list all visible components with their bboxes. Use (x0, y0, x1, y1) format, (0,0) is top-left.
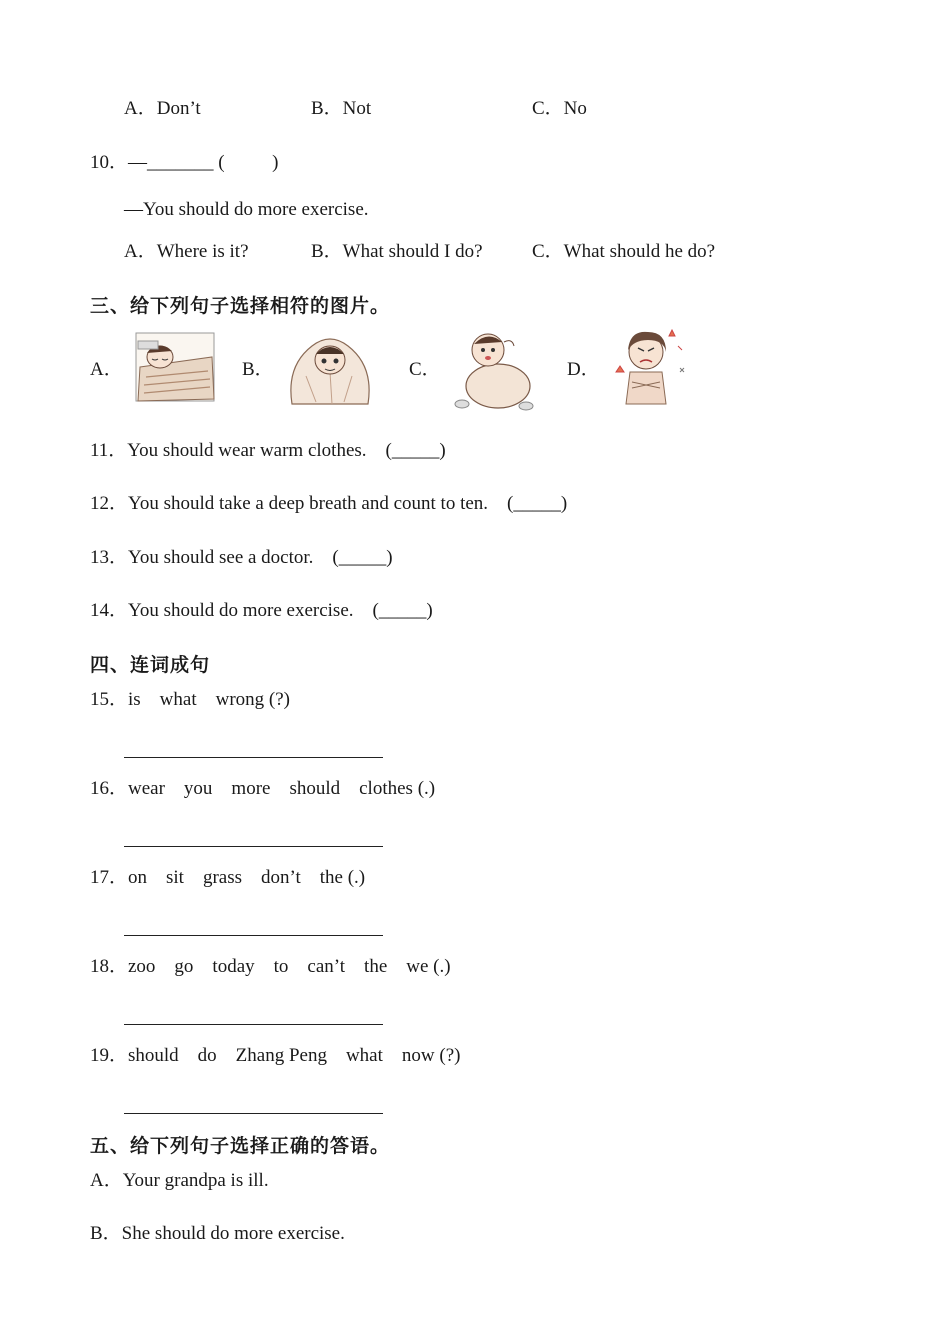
question-18: 18．zoo go today to can’t the we (.) (90, 956, 451, 977)
pic-label-c: C． (409, 359, 441, 380)
overweight-boy-image (448, 320, 542, 414)
answer-option-a: A．Your grandpa is ill. (90, 1170, 269, 1191)
cold-in-blanket-image (282, 326, 378, 408)
section5-heading: 五、给下列句子选择正确的答语。 (90, 1135, 391, 1157)
question-11: 11．You should wear warm clothes. (_____) (90, 440, 446, 461)
answer-line-15[interactable] (124, 757, 383, 758)
q10-option-a: A．Where is it? (124, 241, 249, 262)
q10-option-c: C．What should he do? (532, 241, 716, 262)
pic-label-a: A． (90, 359, 123, 380)
answer-line-17[interactable] (124, 935, 383, 936)
question-12: 12．You should take a deep breath and count to ten. (_____) (90, 493, 568, 514)
question-19: 19．should do Zhang Peng what now (?) (90, 1045, 461, 1066)
q9-option-c: C．No (532, 98, 587, 119)
pic-label-b: B． (242, 359, 274, 380)
q10-option-b: B．What should I do? (311, 241, 483, 262)
pic-label-d: D． (567, 359, 600, 380)
question-13: 13．You should see a doctor. (_____) (90, 547, 393, 568)
question-15: 15．is what wrong (?) (90, 689, 290, 710)
q10-stem: 10．—_______ ( ) (90, 152, 279, 173)
question-17: 17．on sit grass don’t the (.) (90, 867, 366, 888)
answer-line-19[interactable] (124, 1113, 383, 1114)
question-14: 14．You should do more exercise. (_____) (90, 600, 433, 621)
q10-answer: —You should do more exercise. (124, 199, 369, 220)
section3-heading: 三、给下列句子选择相符的图片。 (90, 295, 391, 317)
answer-line-16[interactable] (124, 846, 383, 847)
sick-in-bed-image (132, 327, 218, 405)
answer-line-18[interactable] (124, 1024, 383, 1025)
answer-option-b: B．She should do more exercise. (90, 1223, 345, 1244)
question-16: 16．wear you more should clothes (.) (90, 778, 436, 799)
q9-option-a: A．Don’t (124, 98, 201, 119)
angry-girl-image (606, 322, 690, 412)
q9-option-b: B．Not (311, 98, 372, 119)
section4-heading: 四、连词成句 (90, 654, 211, 676)
